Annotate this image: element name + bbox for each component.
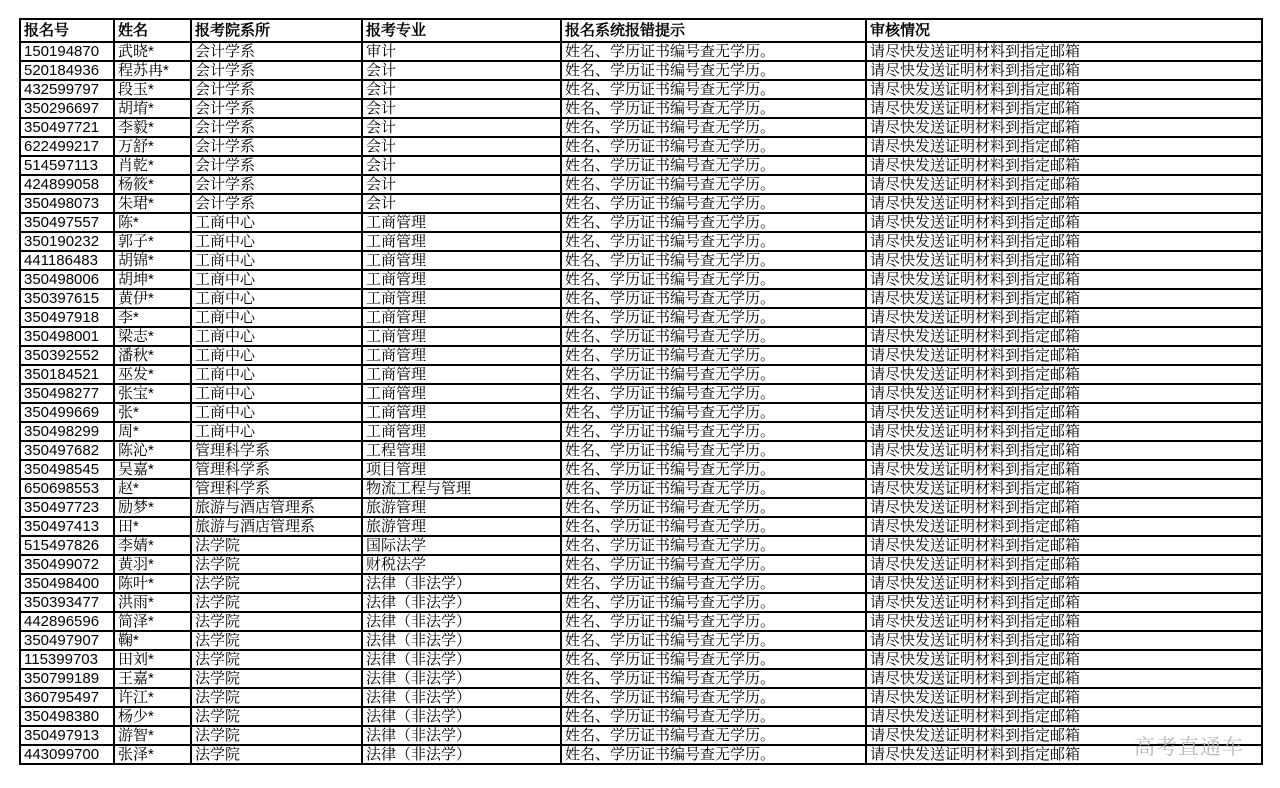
table-cell: 请尽快发送证明材料到指定邮箱 [866,327,1262,346]
table-cell: 工商管理 [362,346,561,365]
table-cell: 管理科学系 [191,460,362,479]
table-cell: 姓名、学历证书编号查无学历。 [561,137,866,156]
table-cell: 350499669 [20,403,114,422]
table-cell: 姓名、学历证书编号查无学历。 [561,441,866,460]
table-row [20,650,1262,669]
table-cell: 工商中心 [191,403,362,422]
table-cell: 会计 [362,61,561,80]
table-cell: 潘秋* [114,346,191,365]
table-cell: 350397615 [20,289,114,308]
table-cell: 国际法学 [362,536,561,555]
table-cell: 赵* [114,479,191,498]
table-cell: 350499072 [20,555,114,574]
column-header-1: 姓名 [114,19,191,42]
table-cell: 工商管理 [362,270,561,289]
table-cell: 350497913 [20,726,114,745]
table-cell: 会计 [362,137,561,156]
table-cell: 工商中心 [191,213,362,232]
column-header-0: 报名号 [20,19,114,42]
table-cell: 350497723 [20,498,114,517]
table-cell: 游智* [114,726,191,745]
table-cell: 请尽快发送证明材料到指定邮箱 [866,365,1262,384]
table-cell: 陈沁* [114,441,191,460]
table-cell: 张* [114,403,191,422]
table-cell: 工商管理 [362,365,561,384]
table-cell: 姓名、学历证书编号查无学历。 [561,213,866,232]
table-row [20,137,1262,156]
table-cell: 350498001 [20,327,114,346]
table-cell: 会计 [362,118,561,137]
table-cell: 会计学系 [191,61,362,80]
table-cell: 会计 [362,156,561,175]
table-cell: 姓名、学历证书编号查无学历。 [561,574,866,593]
table-cell: 程苏冉* [114,61,191,80]
table-row [20,346,1262,365]
table-cell: 350498545 [20,460,114,479]
table-cell: 请尽快发送证明材料到指定邮箱 [866,80,1262,99]
table-cell: 350498400 [20,574,114,593]
table-cell: 旅游与酒店管理系 [191,517,362,536]
table-cell: 姓名、学历证书编号查无学历。 [561,346,866,365]
table-cell: 350296697 [20,99,114,118]
table-cell: 审计 [362,42,561,61]
table-cell: 姓名、学历证书编号查无学历。 [561,479,866,498]
table-cell: 350498073 [20,194,114,213]
table-cell: 姓名、学历证书编号查无学历。 [561,422,866,441]
table-row [20,80,1262,99]
table-cell: 法学院 [191,745,362,764]
table-row [20,612,1262,631]
table-cell: 350497907 [20,631,114,650]
table-cell: 工商管理 [362,251,561,270]
table-cell: 张宝* [114,384,191,403]
table-cell: 姓名、学历证书编号查无学历。 [561,61,866,80]
table-cell: 法律（非法学） [362,745,561,764]
table-cell: 350393477 [20,593,114,612]
table-cell: 请尽快发送证明材料到指定邮箱 [866,574,1262,593]
table-cell: 姓名、学历证书编号查无学历。 [561,80,866,99]
table-cell: 442896596 [20,612,114,631]
table-cell: 吴嘉* [114,460,191,479]
table-cell: 姓名、学历证书编号查无学历。 [561,517,866,536]
table-cell: 姓名、学历证书编号查无学历。 [561,99,866,118]
table-cell: 法律（非法学） [362,612,561,631]
table-cell: 工商管理 [362,289,561,308]
table-cell: 陈* [114,213,191,232]
table-cell: 法学院 [191,669,362,688]
table-cell: 会计 [362,99,561,118]
table-cell: 姓名、学历证书编号查无学历。 [561,555,866,574]
table-cell: 请尽快发送证明材料到指定邮箱 [866,555,1262,574]
table-row [20,555,1262,574]
table-cell: 郭子* [114,232,191,251]
table-cell: 会计学系 [191,194,362,213]
table-row [20,232,1262,251]
table-cell: 443099700 [20,745,114,764]
table-cell: 请尽快发送证明材料到指定邮箱 [866,745,1262,764]
table-cell: 姓名、学历证书编号查无学历。 [561,593,866,612]
table-cell: 姓名、学历证书编号查无学历。 [561,498,866,517]
table-header-row [20,19,1262,42]
table-cell: 工商中心 [191,422,362,441]
table-cell: 会计学系 [191,99,362,118]
table-cell: 350498006 [20,270,114,289]
table-cell: 陈叶* [114,574,191,593]
table-cell: 工商管理 [362,384,561,403]
table-cell: 会计学系 [191,80,362,99]
table-row [20,517,1262,536]
table-cell: 姓名、学历证书编号查无学历。 [561,669,866,688]
table-cell: 李* [114,308,191,327]
table-cell: 田刘* [114,650,191,669]
table-cell: 法学院 [191,536,362,555]
column-header-3: 报考专业 [362,19,561,42]
table-cell: 请尽快发送证明材料到指定邮箱 [866,707,1262,726]
table-cell: 请尽快发送证明材料到指定邮箱 [866,99,1262,118]
table-cell: 350190232 [20,232,114,251]
table-cell: 请尽快发送证明材料到指定邮箱 [866,593,1262,612]
table-cell: 姓名、学历证书编号查无学历。 [561,175,866,194]
table-cell: 350392552 [20,346,114,365]
table-cell: 姓名、学历证书编号查无学历。 [561,707,866,726]
table-cell: 姓名、学历证书编号查无学历。 [561,688,866,707]
table-cell: 姓名、学历证书编号查无学历。 [561,327,866,346]
table-cell: 周* [114,422,191,441]
table-cell: 巫发* [114,365,191,384]
table-cell: 管理科学系 [191,441,362,460]
table-row [20,707,1262,726]
column-header-5: 审核情况 [866,19,1262,42]
table-cell: 姓名、学历证书编号查无学历。 [561,612,866,631]
table-cell: 工商管理 [362,403,561,422]
table-cell: 请尽快发送证明材料到指定邮箱 [866,536,1262,555]
table-cell: 会计 [362,80,561,99]
table-cell: 肖乾* [114,156,191,175]
table-cell: 李毅* [114,118,191,137]
table-cell: 胡堉* [114,99,191,118]
table-cell: 胡坤* [114,270,191,289]
table-cell: 请尽快发送证明材料到指定邮箱 [866,726,1262,745]
table-cell: 法律（非法学） [362,707,561,726]
table-cell: 350498277 [20,384,114,403]
table-cell: 姓名、学历证书编号查无学历。 [561,289,866,308]
table-cell: 515497826 [20,536,114,555]
table-cell: 黄羽* [114,555,191,574]
table-cell: 旅游与酒店管理系 [191,498,362,517]
table-cell: 请尽快发送证明材料到指定邮箱 [866,403,1262,422]
table-cell: 许江* [114,688,191,707]
table-cell: 441186483 [20,251,114,270]
table-cell: 财税法学 [362,555,561,574]
table-row [20,536,1262,555]
table-cell: 黄伊* [114,289,191,308]
table-cell: 工商中心 [191,251,362,270]
table-cell: 115399703 [20,650,114,669]
table-cell: 工商中心 [191,270,362,289]
table-header [20,19,1262,42]
table-row [20,194,1262,213]
table-row [20,365,1262,384]
table-cell: 请尽快发送证明材料到指定邮箱 [866,289,1262,308]
table-cell: 姓名、学历证书编号查无学历。 [561,726,866,745]
table-cell: 360795497 [20,688,114,707]
table-cell: 姓名、学历证书编号查无学历。 [561,365,866,384]
table-cell: 请尽快发送证明材料到指定邮箱 [866,118,1262,137]
table-cell: 工商中心 [191,365,362,384]
table-cell: 工商管理 [362,232,561,251]
table-cell: 王嘉* [114,669,191,688]
table-cell: 姓名、学历证书编号查无学历。 [561,745,866,764]
table-cell: 法律（非法学） [362,726,561,745]
table-cell: 请尽快发送证明材料到指定邮箱 [866,175,1262,194]
table-cell: 请尽快发送证明材料到指定邮箱 [866,669,1262,688]
table-cell: 旅游管理 [362,498,561,517]
table-cell: 350497557 [20,213,114,232]
table-row [20,498,1262,517]
table-cell: 张泽* [114,745,191,764]
table-cell: 法律（非法学） [362,650,561,669]
table-cell: 350497682 [20,441,114,460]
table-cell: 350498299 [20,422,114,441]
table-cell: 武晓* [114,42,191,61]
table-cell: 管理科学系 [191,479,362,498]
table-cell: 工商中心 [191,289,362,308]
table-cell: 法学院 [191,707,362,726]
table-cell: 姓名、学历证书编号查无学历。 [561,631,866,650]
table-cell: 请尽快发送证明材料到指定邮箱 [866,156,1262,175]
table-cell: 请尽快发送证明材料到指定邮箱 [866,194,1262,213]
table-cell: 姓名、学历证书编号查无学历。 [561,403,866,422]
table-cell: 法律（非法学） [362,593,561,612]
table-cell: 法律（非法学） [362,574,561,593]
table-cell: 会计学系 [191,175,362,194]
table-cell: 请尽快发送证明材料到指定邮箱 [866,650,1262,669]
table-row [20,460,1262,479]
table-body [20,42,1262,764]
table-cell: 工商中心 [191,327,362,346]
table-cell: 会计学系 [191,42,362,61]
column-header-4: 报名系统报错提示 [561,19,866,42]
table-cell: 简泽* [114,612,191,631]
table-row [20,99,1262,118]
table-row [20,289,1262,308]
table-row [20,479,1262,498]
table-cell: 姓名、学历证书编号查无学历。 [561,194,866,213]
table-cell: 法律（非法学） [362,631,561,650]
table-cell: 请尽快发送证明材料到指定邮箱 [866,308,1262,327]
table-cell: 项目管理 [362,460,561,479]
table-cell: 会计 [362,175,561,194]
table-cell: 432599797 [20,80,114,99]
table-row [20,384,1262,403]
table-cell: 350498380 [20,707,114,726]
table-row [20,42,1262,61]
table-row [20,574,1262,593]
table-cell: 350497918 [20,308,114,327]
table-cell: 会计学系 [191,156,362,175]
table-cell: 350799189 [20,669,114,688]
table-cell: 请尽快发送证明材料到指定邮箱 [866,479,1262,498]
table-cell: 法学院 [191,593,362,612]
table-cell: 杨少* [114,707,191,726]
table-row [20,270,1262,289]
table-cell: 姓名、学历证书编号查无学历。 [561,156,866,175]
table-cell: 工商中心 [191,308,362,327]
table-row [20,688,1262,707]
table-cell: 请尽快发送证明材料到指定邮箱 [866,137,1262,156]
table-cell: 姓名、学历证书编号查无学历。 [561,232,866,251]
table-cell: 姓名、学历证书编号查无学历。 [561,308,866,327]
table-cell: 会计学系 [191,118,362,137]
table-cell: 姓名、学历证书编号查无学历。 [561,251,866,270]
table-cell: 法学院 [191,612,362,631]
table-cell: 520184936 [20,61,114,80]
table-cell: 万舒* [114,137,191,156]
table-cell: 514597113 [20,156,114,175]
table-cell: 150194870 [20,42,114,61]
table-cell: 姓名、学历证书编号查无学历。 [561,270,866,289]
table-cell: 350184521 [20,365,114,384]
table-cell: 姓名、学历证书编号查无学历。 [561,384,866,403]
table-cell: 工商管理 [362,327,561,346]
table-cell: 请尽快发送证明材料到指定邮箱 [866,498,1262,517]
table-cell: 工程管理 [362,441,561,460]
table-cell: 梁志* [114,327,191,346]
table-cell: 工商中心 [191,232,362,251]
table-cell: 请尽快发送证明材料到指定邮箱 [866,441,1262,460]
table-row [20,118,1262,137]
table-row [20,156,1262,175]
table-cell: 杨筱* [114,175,191,194]
table-row [20,669,1262,688]
table-row [20,422,1262,441]
table-cell: 鞠* [114,631,191,650]
applicants-table [19,18,1263,765]
table-cell: 田* [114,517,191,536]
table-cell: 旅游管理 [362,517,561,536]
table-cell: 350497721 [20,118,114,137]
table-row [20,308,1262,327]
table-cell: 请尽快发送证明材料到指定邮箱 [866,232,1262,251]
table-cell: 法学院 [191,574,362,593]
table-cell: 法律（非法学） [362,688,561,707]
table-cell: 法学院 [191,631,362,650]
table-cell: 姓名、学历证书编号查无学历。 [561,460,866,479]
table-cell: 法学院 [191,688,362,707]
table-cell: 姓名、学历证书编号查无学历。 [561,42,866,61]
table-cell: 350497413 [20,517,114,536]
table-cell: 请尽快发送证明材料到指定邮箱 [866,688,1262,707]
table-cell: 请尽快发送证明材料到指定邮箱 [866,346,1262,365]
table-cell: 请尽快发送证明材料到指定邮箱 [866,251,1262,270]
table-cell: 工商管理 [362,422,561,441]
table-cell: 法学院 [191,726,362,745]
table-cell: 622499217 [20,137,114,156]
table-cell: 李婧* [114,536,191,555]
table-cell: 法律（非法学） [362,669,561,688]
table-cell: 工商管理 [362,308,561,327]
table-cell: 请尽快发送证明材料到指定邮箱 [866,384,1262,403]
table-cell: 法学院 [191,555,362,574]
applicants-table-container [19,18,1263,765]
table-cell: 会计学系 [191,137,362,156]
table-cell: 工商中心 [191,384,362,403]
table-row [20,327,1262,346]
table-cell: 励梦* [114,498,191,517]
table-cell: 物流工程与管理 [362,479,561,498]
table-row [20,745,1262,764]
table-cell: 姓名、学历证书编号查无学历。 [561,536,866,555]
table-cell: 请尽快发送证明材料到指定邮箱 [866,460,1262,479]
column-header-2: 报考院系所 [191,19,362,42]
table-cell: 姓名、学历证书编号查无学历。 [561,118,866,137]
table-cell: 请尽快发送证明材料到指定邮箱 [866,42,1262,61]
table-cell: 请尽快发送证明材料到指定邮箱 [866,270,1262,289]
table-row [20,213,1262,232]
table-cell: 法学院 [191,650,362,669]
table-row [20,631,1262,650]
table-row [20,251,1262,270]
table-row [20,441,1262,460]
table-cell: 段玉* [114,80,191,99]
table-cell: 会计 [362,194,561,213]
table-row [20,593,1262,612]
table-cell: 请尽快发送证明材料到指定邮箱 [866,517,1262,536]
table-cell: 工商管理 [362,213,561,232]
table-cell: 请尽快发送证明材料到指定邮箱 [866,631,1262,650]
table-cell: 姓名、学历证书编号查无学历。 [561,650,866,669]
table-row [20,726,1262,745]
table-cell: 请尽快发送证明材料到指定邮箱 [866,422,1262,441]
table-cell: 朱珺* [114,194,191,213]
table-cell: 650698553 [20,479,114,498]
table-row [20,175,1262,194]
table-cell: 洪雨* [114,593,191,612]
table-cell: 工商中心 [191,346,362,365]
table-row [20,403,1262,422]
table-cell: 请尽快发送证明材料到指定邮箱 [866,213,1262,232]
table-row [20,61,1262,80]
table-cell: 请尽快发送证明材料到指定邮箱 [866,61,1262,80]
table-cell: 胡锦* [114,251,191,270]
table-cell: 请尽快发送证明材料到指定邮箱 [866,612,1262,631]
table-cell: 424899058 [20,175,114,194]
watermark: 高考直通车 [1134,736,1244,759]
